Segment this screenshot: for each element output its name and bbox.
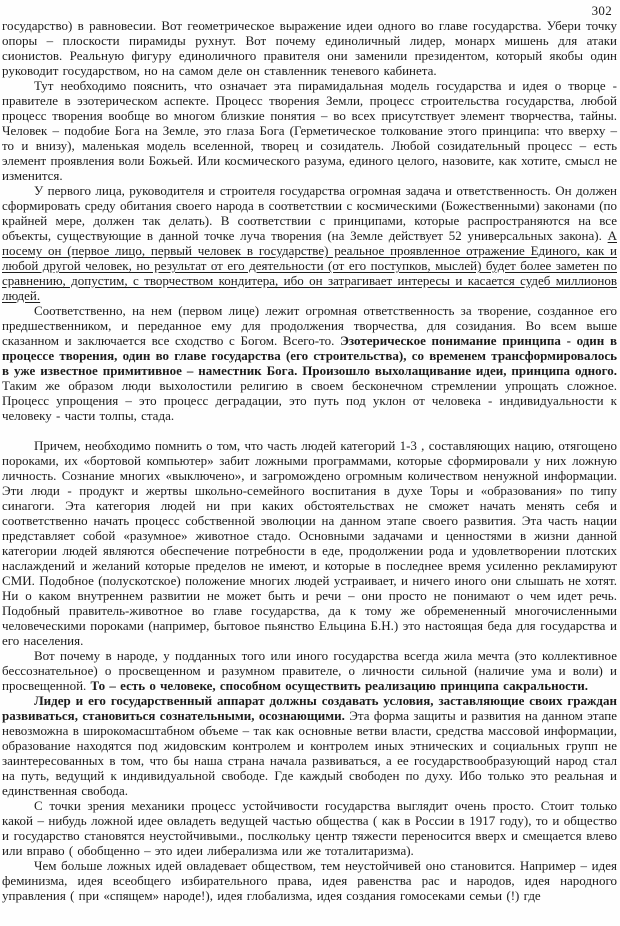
text-run: Вот почему в народе, у подданных того или иного государства всегда жила мечта (это коллективное бессознательное) о просвещенном и разумном правителе, о личности сильной (наличие ума и воли) и просвещенной.	[2, 648, 617, 693]
paragraph	[2, 438, 617, 648]
text-run: У первого лица, руководителя и строителя государства огромная задача и ответственность. Он должен сформировать среду обитания своего народа в соответствии с космическими (Божественными) законами (по крайней мере, должен так делать). В соответствии с принципами, которые распространяются на все объекты, существующие в данной точке луча творения (на Земле действует 52 универсальных закона).	[2, 183, 617, 243]
text-run: Причем, необходимо помнить о том, что часть людей категорий 1-3 , составляющих нацию, отягощено пороками, их «бортовой компьютер» забит ложными программами, которые сформировали у них ложную личность. Сознание многих «выключено», и загромождено огромным количеством ненужной информации. Эти люди - продукт и жертвы школьно-семейного воспитания в духе Торы и «образования» по типу синагоги. Эта категория людей ни при каких обстоятельствах не сможет начать менять себя и соответственно начать процесс собственной эволюции на данном этапе своего развития. Эта часть нации представляет собой «разумное» животное стадо. Основными задачами и ценностями в жизни данной категории людей являются обеспечение потребности в еде, продолжении рода и удовлетворении плотских наслаждений и желаний которые пределов не имеют, и которые в последнее время усиленно рекламируют СМИ. Подобное (полускотское) положение многих людей устраивает, и ничего иного они слышать не хотят. Ни о каком внутреннем развитии не может быть и речи – они просто не понимают о чем идет речь. Подобный правитель-животное во главе государства, да к тому же обремененный многочисленными человеческими пороками (например, бытовое пьянство Ельцина Б.Н.) это настоящая беда для государства и его населения.	[2, 438, 617, 648]
paragraphs-container	[2, 18, 617, 903]
page-number: 302	[591, 3, 612, 18]
text-run-bold: Лидер и его государственный аппарат должны создавать условия, заставляющие своих граждан развиваться, становиться сознательными, осознающими.	[2, 693, 617, 723]
paragraph	[2, 183, 617, 303]
paragraph	[2, 858, 617, 903]
text-run-underline: А посему он (первое лицо, первый человек в государстве) реальное проявленное отражение Единого, как и любой другой человек, но результат от его деятельности (от его поступков, мыслей) будет более заметен по сравнению, допустим, с творчеством кондитера, ибо он затрагивает интересы и касается судеб миллионов людей.	[2, 228, 617, 303]
paragraph	[2, 693, 617, 798]
text-run: Чем больше ложных идей овладевает обществом, тем неустойчивей оно становится. Например – идея феминизма, идея всеобщего избирательного права, идея равенства рас и народов, идея народного управления ( при «спящем» народе!), идея глобализма, идея создания гомосеками семьи (!) где	[2, 858, 617, 903]
text-run: С точки зрения механики процесс устойчивости государства выглядит очень просто. Стоит только какой – нибудь ложной идее овладеть ведущей частью общества ( как в России в 1917 году), то и общество и государство становятся неустойчивыми., послкольку центр тяжести переносится вверх и смещается влево или вправо ( обобщенно – это идеи либерализма или же тоталитаризма).	[2, 798, 617, 858]
text-run-bold: Эзотерическое понимание принципа - один в процессе творения, один во главе государства (его строительства), со временем трансформировалось в уже известное примитивное – наместник Бога. Произошло выхолащивание идеи, принципа одного.	[2, 333, 617, 378]
text-run: Соответственно, на нем (первом лице) лежит огромная ответственность за творение, созданное его предшественником, и переданное ему для продолжения творчества, для созидания. Во всем выше сказанном и заключается все сходство с Богом. Всего-то.	[2, 303, 617, 348]
paragraph	[2, 303, 617, 423]
text-run: Таким же образом люди выхолостили религию в своем бесконечном стремлении упрощать сложное. Процесс упрощения – это процесс деградации, это путь под уклон от человека - индивидуальности к человеку - части толпы, стада.	[2, 378, 617, 423]
paragraph	[2, 78, 617, 183]
text-run: Эта форма защиты и развития на данном этапе невозможна в широкомасштабном объеме – так как основные ветви власти, средства массовой информации, образование находятся под жидовским контролем и контролем иных этнических и социальных групп не заинтересованных в том, что бы наша страна начала развиваться, а ее государствообразующий народ стал на путь, ведущий к индивидуальной свободе. Где каждый свободен по духу. Ибо только это реальная и единственная свобода.	[2, 708, 617, 798]
text-run-bold: То – есть о человеке, способном осуществить реализацию принципа сакральности.	[90, 678, 588, 693]
paragraph	[2, 798, 617, 858]
paragraph	[2, 18, 617, 78]
text-run: государство) в равновесии. Вот геометрическое выражение идеи одного во главе государства. Убери точку опоры – плоскости пирамиды рухнут. Вот почему единоличный лидер, монарх мишень для атаки сионистов. Реальную фигуру единоличного правителя они заменили президентом, который якобы один руководит государством, но на самом деле он ставленник теневого кабинета.	[2, 18, 617, 78]
paragraph	[2, 648, 617, 693]
text-run: Тут необходимо пояснить, что означает эта пирамидальная модель государства и идея о творце - правителе в эзотерическом аспекте. Процесс творения Земли, процесс строительства государства, любой процесс творения вообще во многом близкие понятия – во всех присутствует элемент творчества, тайны. Человек – подобие Бога на Земле, это глаза Бога (Герметическое толкование этого принципа: что вверху – то и внизу), маленькая модель вселенной, творец и созидатель. Любой созидательный процесс – есть элемент проявления воли Божьей. Или космического разума, единого целого, назовите, как хотите, смысл не изменится.	[2, 78, 617, 183]
